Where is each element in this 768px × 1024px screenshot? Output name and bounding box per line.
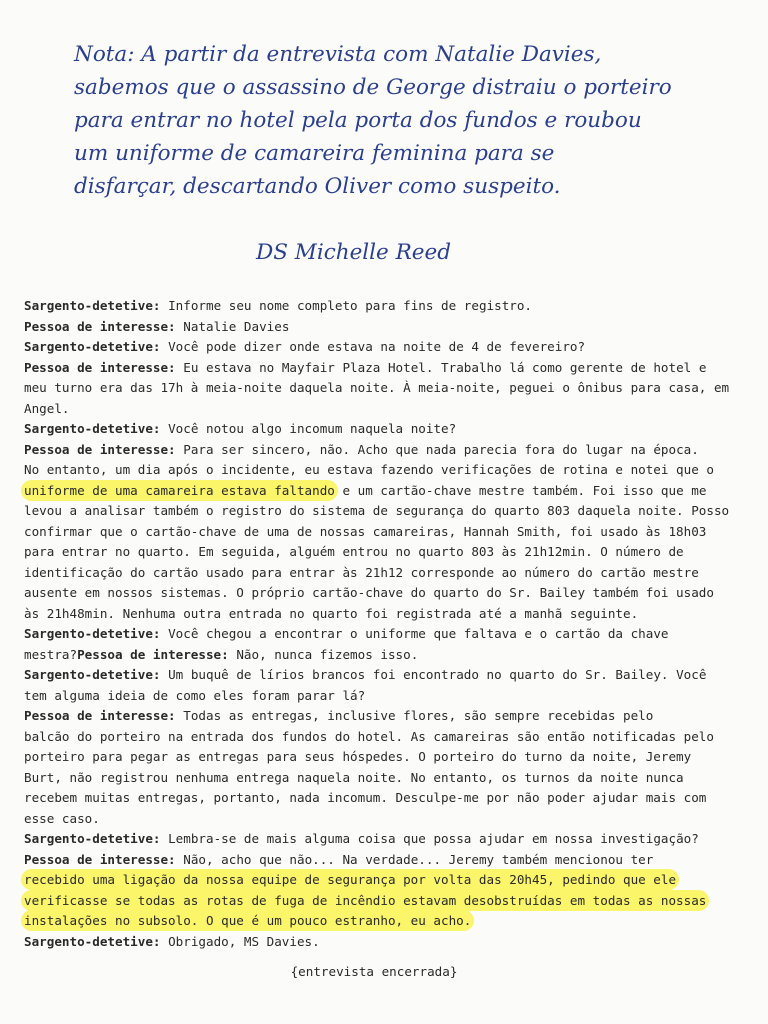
transcript-line: balcão do porteiro na entrada dos fundos do hotel. As camareiras são então notificadas pelo <box>24 728 714 744</box>
person-label: Pessoa de interesse: <box>77 646 229 662</box>
person-label: Pessoa de interesse: <box>24 851 176 867</box>
line-text: Eu estava no Mayfair Plaza Hotel. Trabalho lá como gerente de hotel e <box>183 359 707 375</box>
person-label: Pessoa de interesse: <box>24 441 176 457</box>
transcript-line: meu turno era das 17h à meia-noite daquela noite. À meia-noite, peguei o ônibus para casa, em <box>24 380 730 395</box>
detective-label: Sargento-detetive: <box>24 339 161 354</box>
transcript-line <box>24 891 764 912</box>
handwritten-note <box>74 38 744 203</box>
detective-label: Sargento-detetive: <box>24 626 161 641</box>
transcript-line: Burt, não registrou nenhuma entrega naquela noite. No entanto, os turnos da noite nunca <box>24 769 684 785</box>
line-text: Lembra-se de mais alguma coisa que possa ajudar em nossa investigação? <box>168 831 699 846</box>
transcript-line <box>24 419 764 440</box>
note-line: sabemos que o assassino de George distraiu o porteiro <box>74 75 672 100</box>
line-text: mestra? <box>24 646 78 662</box>
transcript-line <box>24 932 764 953</box>
note-line: para entrar no hotel pela porta dos fundos e roubou <box>74 108 642 133</box>
line-text: Você notou algo incomum naquela noite? <box>168 421 457 436</box>
person-label: Pessoa de interesse: <box>24 708 176 723</box>
line-text: Obrigado, MS Davies. <box>168 933 320 949</box>
transcript-line <box>24 440 764 461</box>
line-text: Informe seu nome completo para fins de registro. <box>168 298 533 313</box>
detective-label: Sargento-detetive: <box>24 298 161 313</box>
transcript-line <box>24 481 764 502</box>
transcript-line <box>24 850 764 871</box>
transcript-line <box>24 624 764 645</box>
transcript-line <box>24 665 764 686</box>
transcript-line <box>24 296 764 317</box>
note-line: disfarçar, descartando Oliver como suspeito. <box>74 174 561 199</box>
line-text: Todas as entregas, inclusive flores, são sempre recebidas pelo <box>183 708 654 723</box>
highlighted-text: uniforme de uma camareira estava faltando <box>24 482 335 498</box>
line-text: Para ser sincero, não. Acho que nada parecia fora do lugar na época. <box>183 441 699 457</box>
closing-note <box>0 964 768 979</box>
transcript-line <box>24 706 764 727</box>
line-text: Não, acho que não... Na verdade... Jeremy também mencionou ter <box>183 851 654 867</box>
note-line: um uniforme de camareira feminina para se <box>74 141 555 166</box>
transcript-line: tem alguma ideia de como eles foram parar lá? <box>24 687 366 703</box>
note-line: Nota: A partir da entrevista com Natalie Davies, <box>74 42 602 67</box>
transcript-line <box>24 337 764 358</box>
line-text: Não, nunca fizemos isso. <box>236 646 419 662</box>
line-text: e um cartão-chave mestre também. Foi isso que me <box>334 482 707 498</box>
transcript-line: ausente em nossos sistemas. O próprio cartão-chave do quarto do Sr. Bailey também foi usado <box>24 585 714 600</box>
highlighted-text: recebido uma ligação da nossa equipe de segurança por volta das 20h45, pedindo que ele <box>24 872 677 887</box>
detective-label: Sargento-detetive: <box>24 933 161 949</box>
signature: DS Michelle Reed <box>256 240 452 265</box>
transcript-line: confirmar que o cartão-chave de uma de nossas camareiras, Hannah Smith, foi usado às 18h03 <box>24 523 707 539</box>
line-text: Você chegou a encontrar o uniforme que faltava e o cartão da chave <box>168 626 669 641</box>
transcript-line <box>24 645 764 666</box>
interview-transcript <box>24 296 764 952</box>
transcript-line <box>24 317 764 338</box>
transcript-line <box>24 358 764 379</box>
transcript-line: às 21h48min. Nenhuma outra entrada no quarto foi registrada até a manhã seguinte. <box>24 605 639 621</box>
detective-label: Sargento-detetive: <box>24 831 161 846</box>
highlighted-text: verificasse se todas as rotas de fuga de incêndio estavam desobstruídas em todas as nossas <box>24 892 707 908</box>
person-label: Pessoa de interesse: <box>24 318 176 334</box>
line-text: Você pode dizer onde estava na noite de 4 de fevereiro? <box>168 339 586 354</box>
line-text: Um buquê de lírios brancos foi encontrado no quarto do Sr. Bailey. Você <box>168 667 707 682</box>
detective-label: Sargento-detetive: <box>24 667 161 682</box>
detective-label: Sargento-detetive: <box>24 421 161 436</box>
highlighted-text: instalações no subsolo. O que é um pouco estranho, eu acho. <box>24 913 472 928</box>
transcript-line: identificação do cartão usado para entrar às 21h12 corresponde ao número do cartão mestre <box>24 564 699 580</box>
transcript-line: Angel. <box>24 400 70 416</box>
transcript-line: recebem muitas entregas, portanto, nada incomum. Desculpe-me por não poder ajudar mais com <box>24 790 707 805</box>
transcript-line <box>24 870 764 891</box>
transcript-line <box>24 911 764 932</box>
person-label: Pessoa de interesse: <box>24 359 176 375</box>
transcript-line: No entanto, um dia após o incidente, eu estava fazendo verificações de rotina e notei que o <box>24 462 714 477</box>
transcript-line: porteiro para pegar as entregas para seus hóspedes. O porteiro do turno da noite, Jeremy <box>24 749 692 764</box>
transcript-line: para entrar no quarto. Em seguida, alguém entrou no quarto 803 às 21h12min. O número de <box>24 544 684 559</box>
transcript-line <box>24 829 764 850</box>
closing-text: {entrevista encerrada} <box>290 964 458 979</box>
transcript-line: levou a analisar também o registro do sistema de segurança do quarto 803 daquela noite. Posso <box>24 503 730 518</box>
transcript-line: esse caso. <box>24 810 100 826</box>
line-text: Natalie Davies <box>183 318 290 334</box>
